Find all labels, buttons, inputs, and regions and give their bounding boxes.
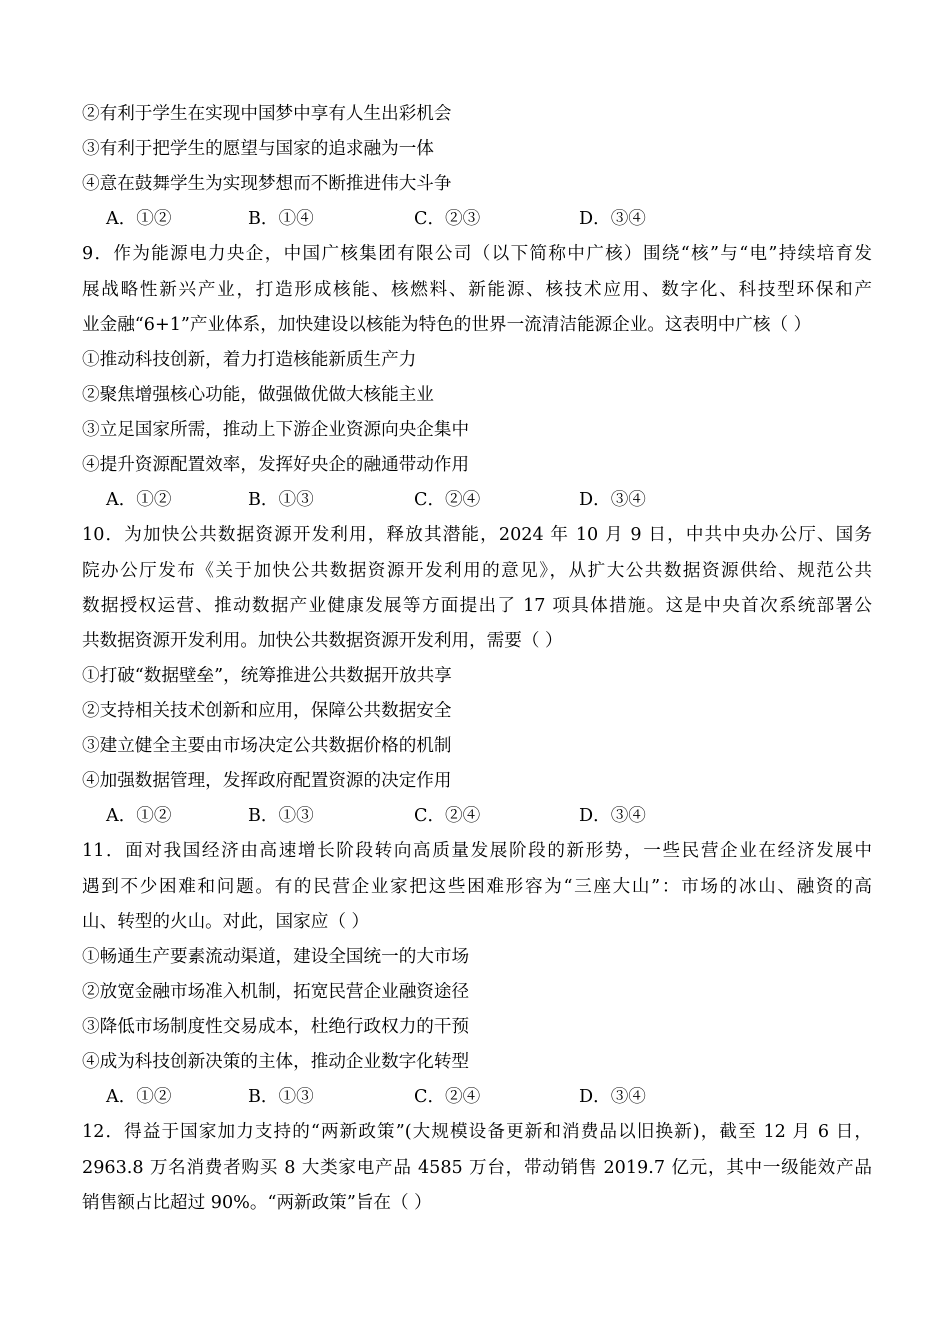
q10-stem-line-3: 数据授权运营、推动数据产业健康发展等方面提出了 17 项具体措施。这是中央首次系统部署公	[82, 596, 872, 616]
q10-option-c[interactable]: C．②④	[414, 806, 481, 826]
q9-option-c[interactable]: C．②④	[414, 490, 481, 510]
q11-options	[82, 1086, 872, 1108]
q9-item-1: ①推动科技创新，着力打造核能新质生产力	[82, 350, 417, 370]
q10-item-4: ④加强数据管理，发挥政府配置资源的决定作用	[82, 771, 452, 791]
q10-option-d[interactable]: D．③④	[579, 806, 646, 826]
q9-item-4: ④提升资源配置效率，发挥好央企的融通带动作用	[82, 455, 470, 475]
q9-stem-line-1: 9．作为能源电力央企，中国广核集团有限公司（以下简称中广核）围绕“核”与“电”持续培育发	[82, 244, 872, 264]
q8-option-b[interactable]: B．①④	[248, 209, 314, 229]
q10-stem-line-4: 共数据资源开发利用。加快公共数据资源开发利用，需要（ ）	[82, 631, 563, 651]
q10-item-3: ③建立健全主要由市场决定公共数据价格的机制	[82, 736, 452, 756]
q9-option-a[interactable]: A．①②	[106, 490, 172, 510]
q8-item-3: ③有利于把学生的愿望与国家的追求融为一体	[82, 139, 434, 159]
q8-option-a[interactable]: A．①②	[106, 209, 172, 229]
q11-item-4: ④成为科技创新决策的主体，推动企业数字化转型	[82, 1052, 470, 1072]
q9-stem-line-3: 业金融“6+1”产业体系，加快建设以核能为特色的世界一流清洁能源企业。这表明中广核（ ）	[82, 315, 812, 335]
q8-option-d[interactable]: D．③④	[579, 209, 646, 229]
q8-option-c[interactable]: C．②③	[414, 209, 481, 229]
q11-item-2: ②放宽金融市场准入机制，拓宽民营企业融资途径	[82, 982, 470, 1002]
q10-options	[82, 805, 872, 827]
q10-option-b[interactable]: B．①③	[248, 806, 314, 826]
q9-option-d[interactable]: D．③④	[579, 490, 646, 510]
q9-options	[82, 489, 872, 511]
q11-option-b[interactable]: B．①③	[248, 1087, 314, 1107]
q11-option-a[interactable]: A．①②	[106, 1087, 172, 1107]
q12-stem-line-2: 2963.8 万名消费者购买 8 大类家电产品 4585 万台，带动销售 2019.7 亿元，其中一级能效产品	[82, 1158, 872, 1178]
q10-item-1: ①打破“数据壁垒”，统筹推进公共数据开放共享	[82, 666, 452, 686]
q11-option-d[interactable]: D．③④	[579, 1087, 646, 1107]
q11-option-c[interactable]: C．②④	[414, 1087, 481, 1107]
q9-stem-line-2: 展战略性新兴产业，打造形成核能、核燃料、新能源、核技术应用、数字化、科技型环保和产	[82, 280, 872, 300]
q10-item-2: ②支持相关技术创新和应用，保障公共数据安全	[82, 701, 452, 721]
q9-item-3: ③立足国家所需，推动上下游企业资源向央企集中	[82, 420, 470, 440]
q9-option-b[interactable]: B．①③	[248, 490, 314, 510]
q11-stem-line-3: 山、转型的火山。对此，国家应（ ）	[82, 912, 370, 932]
q9-item-2: ②聚焦增强核心功能，做强做优做大核能主业	[82, 385, 434, 405]
q11-stem-line-1: 11．面对我国经济由高速增长阶段转向高质量发展阶段的新形势，一些民营企业在经济发展中	[82, 841, 872, 861]
q11-stem-line-2: 遇到不少困难和问题。有的民营企业家把这些困难形容为“三座大山”：市场的冰山、融资的高	[82, 877, 872, 897]
q11-item-1: ①畅通生产要素流动渠道，建设全国统一的大市场	[82, 947, 470, 967]
q12-stem-line-3: 销售额占比超过 90%。“两新政策”旨在（ ）	[82, 1193, 432, 1213]
q8-options	[82, 208, 872, 230]
q8-item-4: ④意在鼓舞学生为实现梦想而不断推进伟大斗争	[82, 174, 452, 194]
q10-option-a[interactable]: A．①②	[106, 806, 172, 826]
q11-item-3: ③降低市场制度性交易成本，杜绝行政权力的干预	[82, 1017, 470, 1037]
q12-stem-line-1: 12．得益于国家加力支持的“两新政策”(大规模设备更新和消费品以旧换新)，截至 12 月 6 日，	[82, 1122, 872, 1142]
q8-item-2: ②有利于学生在实现中国梦中享有人生出彩机会	[82, 104, 452, 124]
q10-stem-line-1: 10．为加快公共数据资源开发利用，释放其潜能，2024 年 10 月 9 日，中共中央办公厅、国务	[82, 525, 872, 545]
q10-stem-line-2: 院办公厅发布《关于加快公共数据资源开发利用的意见》，从扩大公共数据资源供给、规范公共	[82, 561, 872, 581]
